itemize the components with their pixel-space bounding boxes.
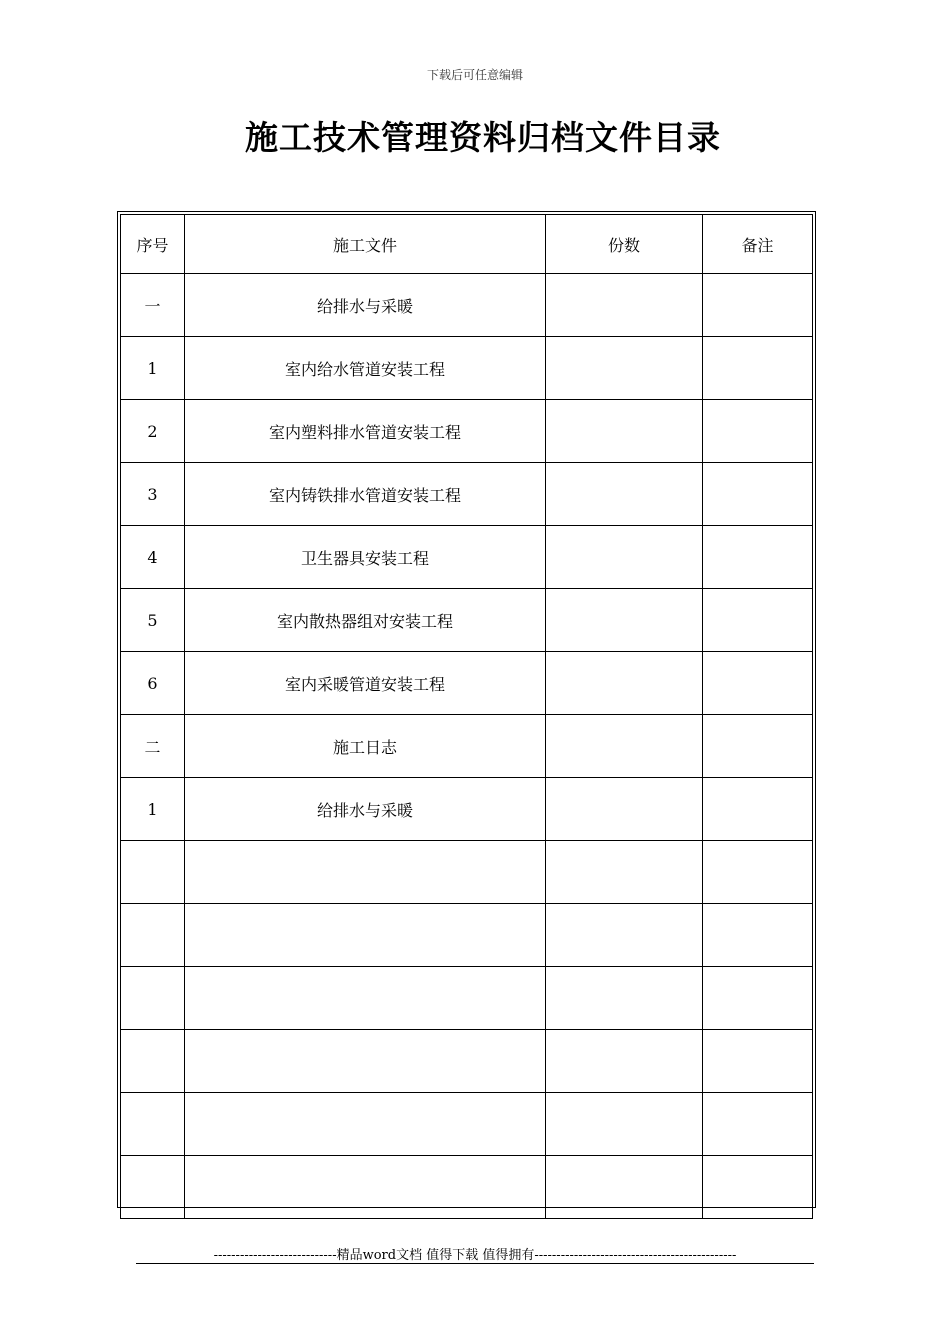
cell-file: 给排水与采暖 <box>185 778 546 841</box>
cell-note <box>703 463 813 526</box>
footer-divider <box>136 1263 814 1264</box>
cell-count <box>546 841 703 904</box>
cell-file: 室内采暖管道安装工程 <box>185 652 546 715</box>
cell-note <box>703 274 813 337</box>
table-row <box>121 463 813 526</box>
cell-count <box>546 778 703 841</box>
cell-no: 4 <box>121 526 185 589</box>
footer-text: ----------------------------精品word文档 值得下载 值得拥有---------------------------------------------- <box>213 1248 737 1263</box>
cell-no <box>121 1093 185 1156</box>
cell-count <box>546 274 703 337</box>
cell-note <box>703 589 813 652</box>
cell-count <box>546 715 703 778</box>
cell-file <box>185 904 546 967</box>
cell-file: 施工日志 <box>185 715 546 778</box>
cell-note <box>703 715 813 778</box>
table-row <box>121 841 813 904</box>
cell-count <box>546 1156 703 1219</box>
table-header-row <box>121 215 813 274</box>
cell-note <box>703 652 813 715</box>
cell-note <box>703 967 813 1030</box>
table-row <box>121 337 813 400</box>
cell-file: 室内塑料排水管道安装工程 <box>185 400 546 463</box>
cell-file <box>185 1093 546 1156</box>
cell-no <box>121 841 185 904</box>
column-header-count: 份数 <box>546 215 703 274</box>
table-row <box>121 589 813 652</box>
table-row <box>121 400 813 463</box>
cell-note <box>703 1030 813 1093</box>
cell-count <box>546 967 703 1030</box>
cell-file <box>185 841 546 904</box>
cell-count <box>546 589 703 652</box>
column-header-no: 序号 <box>121 215 185 274</box>
cell-file <box>185 1156 546 1219</box>
cell-note <box>703 1156 813 1219</box>
table-row <box>121 1156 813 1219</box>
cell-note <box>703 526 813 589</box>
cell-note <box>703 400 813 463</box>
table-row <box>121 1030 813 1093</box>
cell-count <box>546 904 703 967</box>
cell-file: 卫生器具安装工程 <box>185 526 546 589</box>
cell-count <box>546 1093 703 1156</box>
cell-note <box>703 778 813 841</box>
archive-file-table <box>120 214 813 1219</box>
cell-no: 6 <box>121 652 185 715</box>
cell-no <box>121 1030 185 1093</box>
table-row <box>121 526 813 589</box>
cell-file: 室内给水管道安装工程 <box>185 337 546 400</box>
cell-file: 给排水与采暖 <box>185 274 546 337</box>
cell-file <box>185 1030 546 1093</box>
cell-file <box>185 967 546 1030</box>
table-row <box>121 778 813 841</box>
table-row <box>121 652 813 715</box>
cell-file: 室内散热器组对安装工程 <box>185 589 546 652</box>
table-row <box>121 715 813 778</box>
archive-table-frame <box>117 211 816 1208</box>
document-title: 施工技术管理资料归档文件目录 <box>245 118 721 157</box>
table-row <box>121 274 813 337</box>
cell-count <box>546 463 703 526</box>
table-row <box>121 967 813 1030</box>
cell-count <box>546 526 703 589</box>
column-header-note: 备注 <box>703 215 813 274</box>
cell-no: 1 <box>121 337 185 400</box>
cell-no <box>121 1156 185 1219</box>
column-header-file: 施工文件 <box>185 215 546 274</box>
cell-no: 3 <box>121 463 185 526</box>
cell-no: 2 <box>121 400 185 463</box>
table-row <box>121 904 813 967</box>
cell-note <box>703 337 813 400</box>
cell-count <box>546 652 703 715</box>
cell-no <box>121 967 185 1030</box>
header-note: 下载后可任意编辑 <box>426 68 523 82</box>
cell-count <box>546 337 703 400</box>
cell-no: 5 <box>121 589 185 652</box>
cell-no: 二 <box>121 715 185 778</box>
cell-no: 一 <box>121 274 185 337</box>
cell-no <box>121 904 185 967</box>
table-row <box>121 1093 813 1156</box>
cell-count <box>546 400 703 463</box>
cell-note <box>703 1093 813 1156</box>
cell-count <box>546 1030 703 1093</box>
cell-note <box>703 904 813 967</box>
cell-note <box>703 841 813 904</box>
cell-file: 室内铸铁排水管道安装工程 <box>185 463 546 526</box>
cell-no: 1 <box>121 778 185 841</box>
